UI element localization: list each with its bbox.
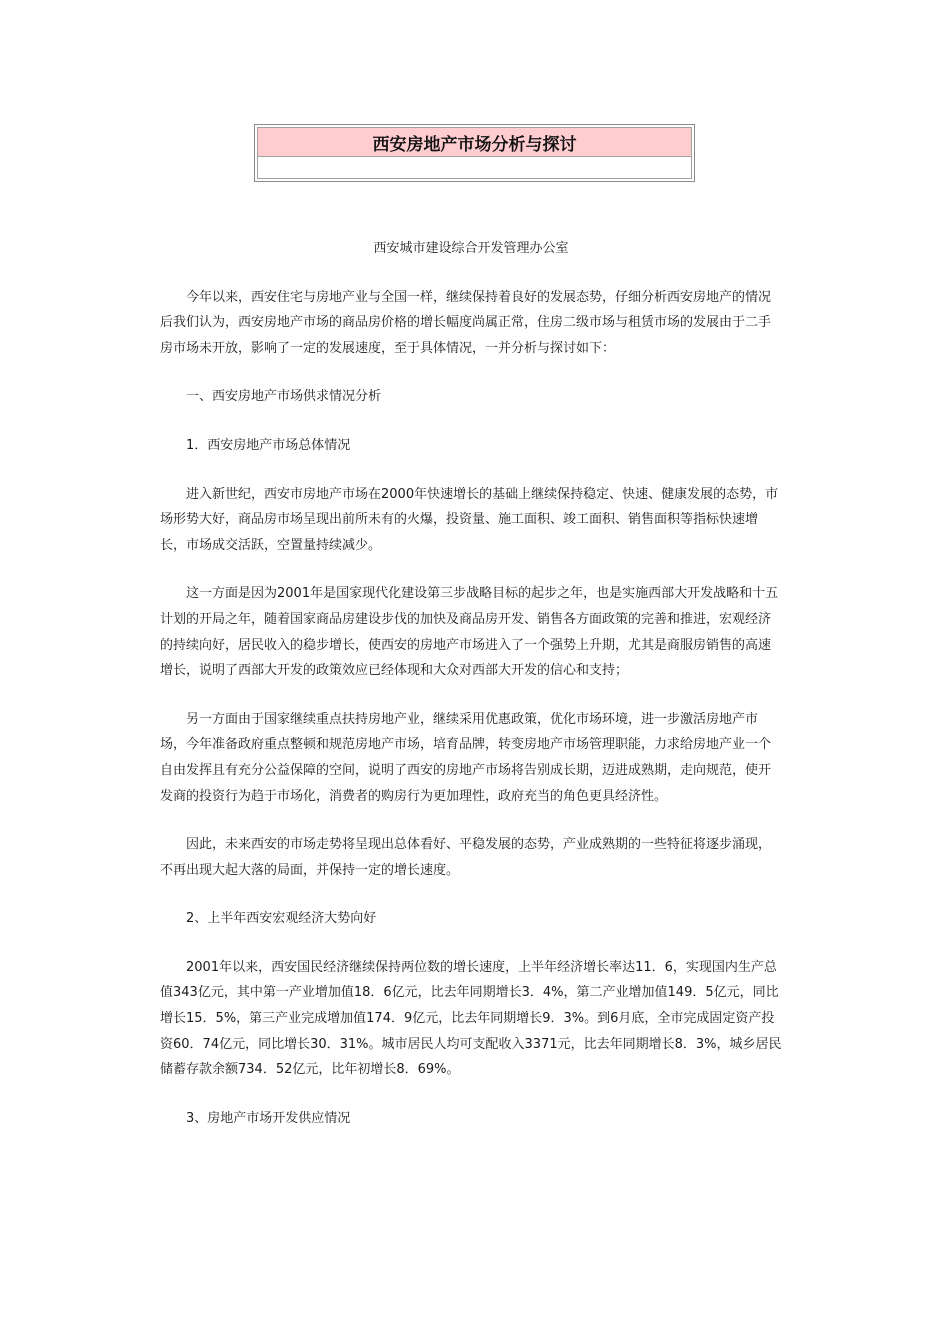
subsection-heading-2: 2、上半年西安宏观经济大势向好 (186, 911, 377, 927)
paragraph-intro: 今年以来，西安住宅与房地产业与全国一样，继续保持着良好的发展态势，仔细分析西安房地产的情况后我们认为，西安房地产市场的商品房价格的增长幅度尚属正常，住房二级市场与租赁市场的发展由于二手房市场未开放，影响了一定的发展速度，至于具体情况，一并分析与探讨如下： (160, 289, 772, 356)
title-table-inner (257, 127, 692, 179)
subsection-heading-1: 1．西安房地产市场总体情况 (186, 437, 351, 453)
title-table (254, 124, 695, 182)
subsection-heading-3: 3、房地产市场开发供应情况 (186, 1110, 351, 1126)
paragraph: 2001年以来，西安国民经济继续保持两位数的增长速度，上半年经济增长率达11．6，实现国内生产总值343亿元，其中第一产业增加值18．6亿元，比去年同期增长3．4%，第二产业增加值149．5亿元，同比增长15．5%，第三产业完成增加值174．9亿元，比去年同期增长9．3%。到6月底，全市完成固定资产投资60．74亿元，同比增长30．31%。城市居民人均可支配收入3371元，比去年同期增长8．3%，城乡居民储蓄存款余额734．52亿元，比年初增长8．69%。 (160, 959, 782, 1078)
title-table-empty-row (258, 157, 691, 178)
paragraph: 这一方面是因为2001年是国家现代化建设第三步战略目标的起步之年，也是实施西部大开发战略和十五计划的开局之年，随着国家商品房建设步伐的加快及商品房开发、销售各方面政策的完善和推进，宏观经济的持续向好，居民收入的稳步增长，使西安的房地产市场进入了一个强势上升期，尤其是商服房销售的高速增长，说明了西部大开发的政策效应已经体现和大众对西部大开发的信心和支持； (160, 586, 779, 679)
section-heading-1: 一、西安房地产市场供求情况分析 (186, 389, 382, 405)
document-body (160, 236, 782, 1154)
paragraph: 因此，未来西安的市场走势将呈现出总体看好、平稳发展的态势，产业成熟期的一些特征将逐步涌现，不再出现大起大落的局面，并保持一定的增长速度。 (160, 837, 772, 878)
organization-name: 西安城市建设综合开发管理办公室 (373, 241, 569, 256)
paragraph: 进入新世纪，西安市房地产市场在2000年快速增长的基础上继续保持稳定、快速、健康发展的态势，市场形势大好，商品房市场呈现出前所未有的火爆，投资量、施工面积、竣工面积、销售面积等指标快速增长，市场成交活跃，空置量持续减少。 (160, 486, 779, 553)
document-title: 西安房地产市场分析与探讨 (258, 128, 691, 157)
paragraph: 另一方面由于国家继续重点扶持房地产业，继续采用优惠政策，优化市场环境，进一步激活房地产市场，今年准备政府重点整顿和规范房地产市场，培育品牌，转变房地产市场管理职能，力求给房地产业一个自由发挥且有充分公益保障的空间，说明了西安的房地产市场将告别成长期，迈进成熟期，走向规范，使开发商的投资行为趋于市场化，消费者的购房行为更加理性，政府充当的角色更具经济性。 (160, 711, 772, 804)
